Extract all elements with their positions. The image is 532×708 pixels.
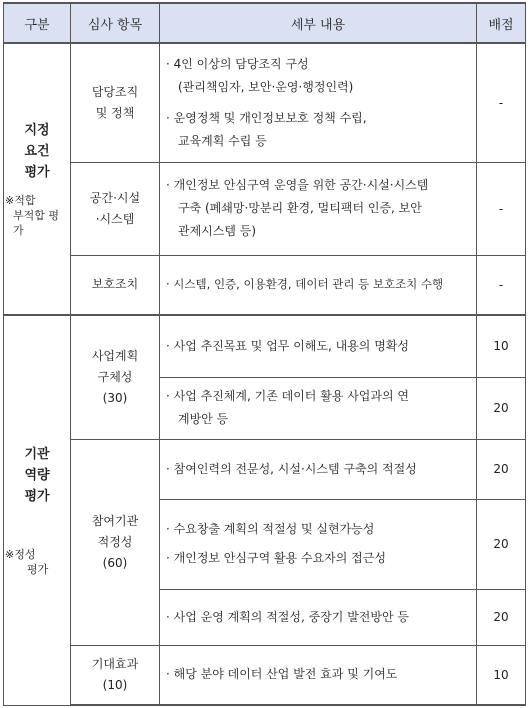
item-cell: 사업계획 구체성 (30) — [71, 315, 160, 439]
item-cell: 기대효과 (10) — [71, 645, 160, 705]
detail-cell: · 해당 분야 데이터 산업 발전 효과 및 기여도 — [160, 645, 477, 705]
score-cell: 10 — [477, 315, 526, 377]
header-row — [4, 3, 526, 43]
detail-cell: · 시스템, 인증, 이용환경, 데이터 관리 등 보호조치 수행 — [160, 255, 477, 315]
score-cell: - — [477, 255, 526, 315]
detail-cell: · 사업 추진체계, 기존 데이터 활용 사업과의 연 계방안 등 — [160, 377, 477, 439]
section2-title: 평가 — [24, 488, 50, 504]
section1-note: ※적합 부적합 평가 — [5, 194, 60, 237]
score-cell: 20 — [477, 589, 526, 645]
section2-title: 기관 — [24, 446, 50, 462]
score-cell: 10 — [477, 645, 526, 705]
detail-cell: · 개인정보 안심구역 운영을 위한 공간·시설·시스템 구축 (폐쇄망·망분리 환경, 멀티팩터 인증, 보안 관제시스템 등) — [160, 162, 477, 255]
item-cell: 참여기관 적정성 (60) — [71, 439, 160, 645]
section2-note: ※정성 평가 — [5, 547, 49, 576]
section1-title: 지정 — [24, 123, 50, 138]
section1-category — [4, 43, 71, 315]
table-row — [4, 255, 526, 315]
table-row — [4, 315, 526, 377]
header-detail: 세부 내용 — [160, 3, 477, 43]
score-cell: - — [477, 43, 526, 162]
section1-title: 요건 — [24, 144, 50, 159]
detail-cell: · 사업 추진목표 및 업무 이해도, 내용의 명확성 — [160, 315, 477, 377]
score-cell: - — [477, 162, 526, 255]
detail-cell: · 수요창출 계획의 적절성 및 실현가능성 · 개인정보 안심구역 활용 수요자의 접근성 — [160, 499, 477, 589]
table-row — [4, 439, 526, 499]
item-cell: 공간·시설 ·시스템 — [71, 162, 160, 255]
section1-title: 평가 — [24, 165, 50, 180]
score-cell: 20 — [477, 439, 526, 499]
header-item: 심사 항목 — [71, 3, 160, 43]
item-cell: 보호조치 — [71, 255, 160, 315]
section2-category — [4, 315, 71, 705]
detail-cell: · 사업 운영 계획의 적절성, 중장기 발전방안 등 — [160, 589, 477, 645]
header-category: 구분 — [4, 3, 71, 43]
table-row — [4, 645, 526, 705]
table-row — [4, 43, 526, 162]
score-cell: 20 — [477, 377, 526, 439]
detail-cell: · 참여인력의 전문성, 시설·시스템 구축의 적절성 — [160, 439, 477, 499]
header-score: 배점 — [477, 3, 526, 43]
detail-cell: · 4인 이상의 담당조직 구성 (관리책임자, 보안·운영·행정인력) · 운영정책 및 개인정보보호 정책 수립, 교육계획 수립 등 — [160, 43, 477, 162]
evaluation-table — [3, 2, 526, 706]
item-cell: 담당조직 및 정책 — [71, 43, 160, 162]
section2-title: 역량 — [24, 467, 50, 483]
table-row — [4, 162, 526, 255]
score-cell: 20 — [477, 499, 526, 589]
